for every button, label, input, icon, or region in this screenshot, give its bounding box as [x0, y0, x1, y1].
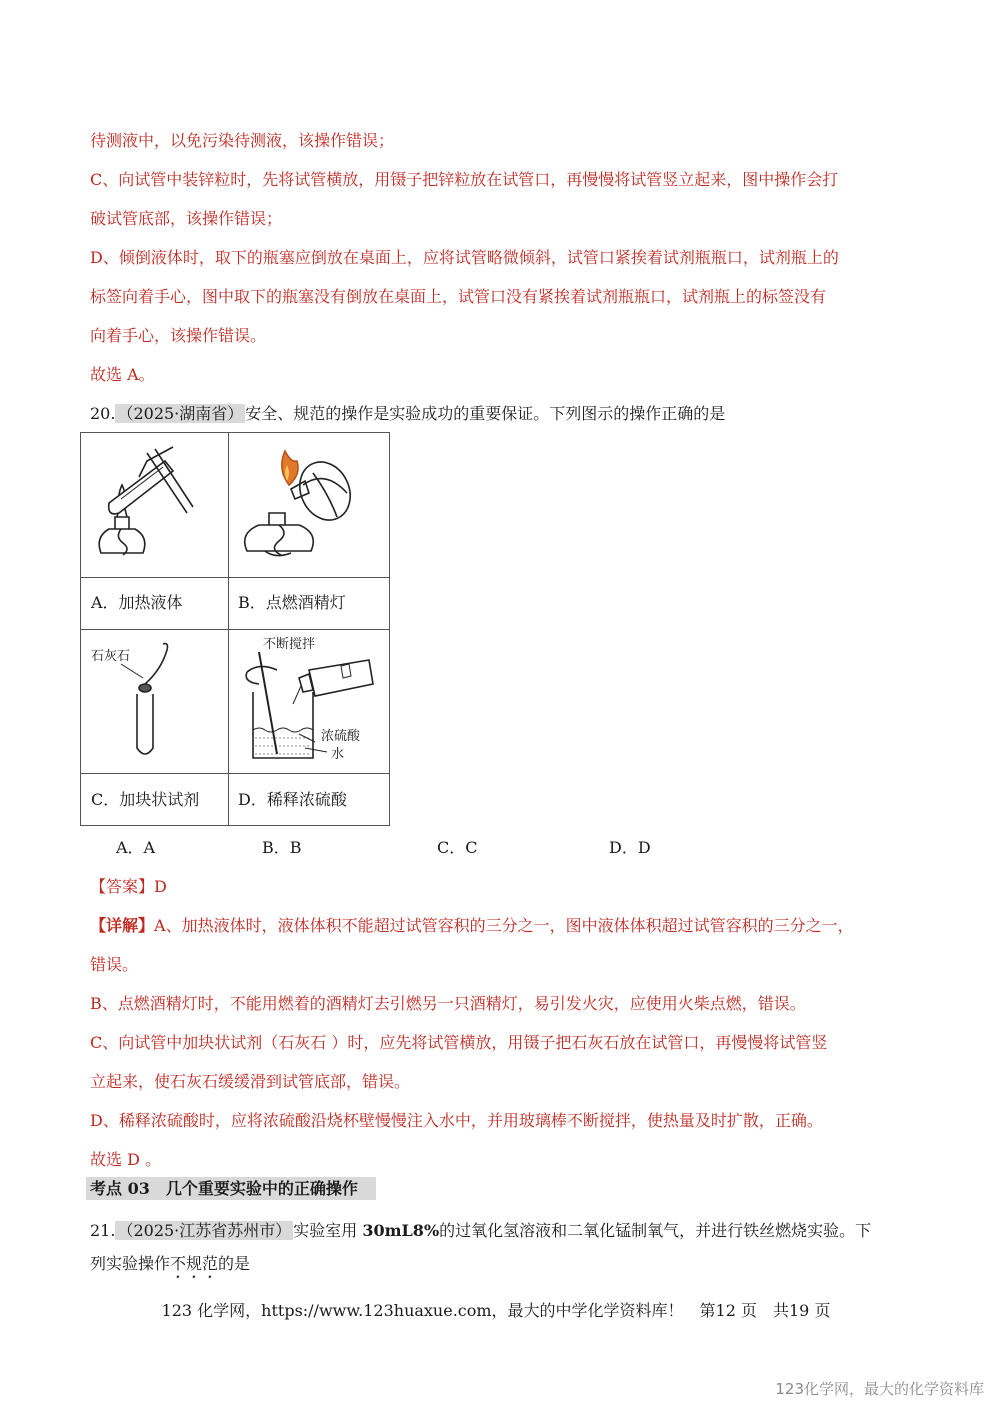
option-c: C．C: [437, 838, 478, 857]
explain-a-cont: 错误。: [90, 955, 139, 974]
explain-a: [90, 916, 854, 936]
caption-a: A．加热液体: [91, 593, 183, 612]
caption-b: B．点燃酒精灯: [238, 593, 346, 612]
question-text: 安全、规范的操作是实验成功的重要保证。下列图示的操作正确的是: [245, 404, 726, 423]
solution-choose: 故选 A。: [90, 365, 155, 384]
q21-line2-post: 的是: [218, 1254, 251, 1273]
heating-liquid-figure: [81, 433, 228, 577]
question-text-post: 的过氧化氢溶液和二氧化锰制氧气，并进行铁丝燃烧实验。下: [439, 1221, 872, 1240]
explain-a-text: A、加热液体时，液体体积不能超过试管容积的三分之一，图中液体体积超过试管容积的三分之一，: [154, 916, 854, 935]
option-d: D．D: [609, 838, 651, 857]
stir-label: 不断搅拌: [263, 637, 316, 652]
question-21-stem-cont: [90, 1254, 250, 1282]
question-number: 21.: [90, 1221, 116, 1240]
explain-label: 【详解】: [90, 916, 155, 935]
solution-line-d: D、倾倒液体时，取下的瓶塞应倒放在桌面上，应将试管略微倾斜，试管口紧挨着试剂瓶瓶口，试剂瓶上的: [90, 248, 839, 267]
question-text-bold: 30mL8%: [362, 1221, 440, 1240]
option-a: A．A: [116, 838, 156, 857]
source-tag: （2025·江苏省苏州市）: [117, 1221, 292, 1240]
explain-c: C、向试管中加块状试剂（石灰石 ）时，应先将试管横放，用镊子把石灰石放在试管口，再慢慢将试管竖: [90, 1033, 828, 1052]
explain-d: D、稀释浓硫酸时，应将浓硫酸沿烧杯壁慢慢注入水中，并用玻璃棒不断搅拌，使热量及时扩散，正确。: [90, 1111, 823, 1130]
question-21-stem: [90, 1221, 871, 1241]
answer: 【答案】D: [90, 877, 167, 896]
solution-line-c-cont: 破试管底部，该操作错误；: [90, 209, 283, 228]
q21-line2-pre: 列实验操作: [90, 1254, 171, 1273]
solution-line: 待测液中，以免污染待测液，该操作错误；: [90, 131, 395, 150]
solution-line-d-cont1: 标签向着手心，图中取下的瓶塞没有倒放在桌面上，试管口没有紧挨着试剂瓶瓶口，试剂瓶上的标签没有: [90, 287, 827, 306]
limestone-label: 石灰石: [91, 649, 131, 664]
question-text-pre: 实验室用: [293, 1221, 363, 1240]
page-footer: 123 化学网，https://www.123huaxue.com，最大的中学化学资料库！ 第12 页 共19 页: [161, 1301, 831, 1320]
adding-solid-figure: [81, 630, 228, 773]
explain-b: B、点燃酒精灯时，不能用燃着的酒精灯去引燃另一只酒精灯，易引发火灾，应使用火柴点燃，错误。: [90, 994, 806, 1013]
explain-choose: 故选 D 。: [90, 1150, 162, 1169]
solution-line-c: C、向试管中装锌粒时，先将试管横放，用镊子把锌粒放在试管口，再慢慢将试管竖立起来，图中操作会打: [90, 170, 839, 189]
acid-label: 浓硫酸: [321, 729, 361, 744]
caption-c: C．加块状试剂: [91, 790, 200, 809]
solution-line-d-cont2: 向着手心，该操作错误。: [90, 326, 267, 345]
question-number: 20.: [90, 404, 116, 423]
lighting-lamp-figure: [229, 433, 389, 577]
section-heading: 考点 03 几个重要实验中的正确操作: [90, 1179, 358, 1198]
dilute-acid-figure: [229, 630, 389, 773]
water-label: 水: [331, 747, 345, 762]
q21-emphasis: 不规范: [170, 1254, 219, 1273]
source-tag: （2025·湖南省）: [117, 404, 244, 423]
figure-table: [80, 432, 390, 826]
watermark: 123化学网，最大的化学资料库: [775, 1380, 984, 1398]
caption-d: D．稀释浓硫酸: [238, 790, 347, 809]
question-20-stem: [90, 404, 725, 424]
option-b: B．B: [262, 838, 302, 857]
explain-c-cont: 立起来，使石灰石缓缓滑到试管底部，错误。: [90, 1072, 411, 1091]
